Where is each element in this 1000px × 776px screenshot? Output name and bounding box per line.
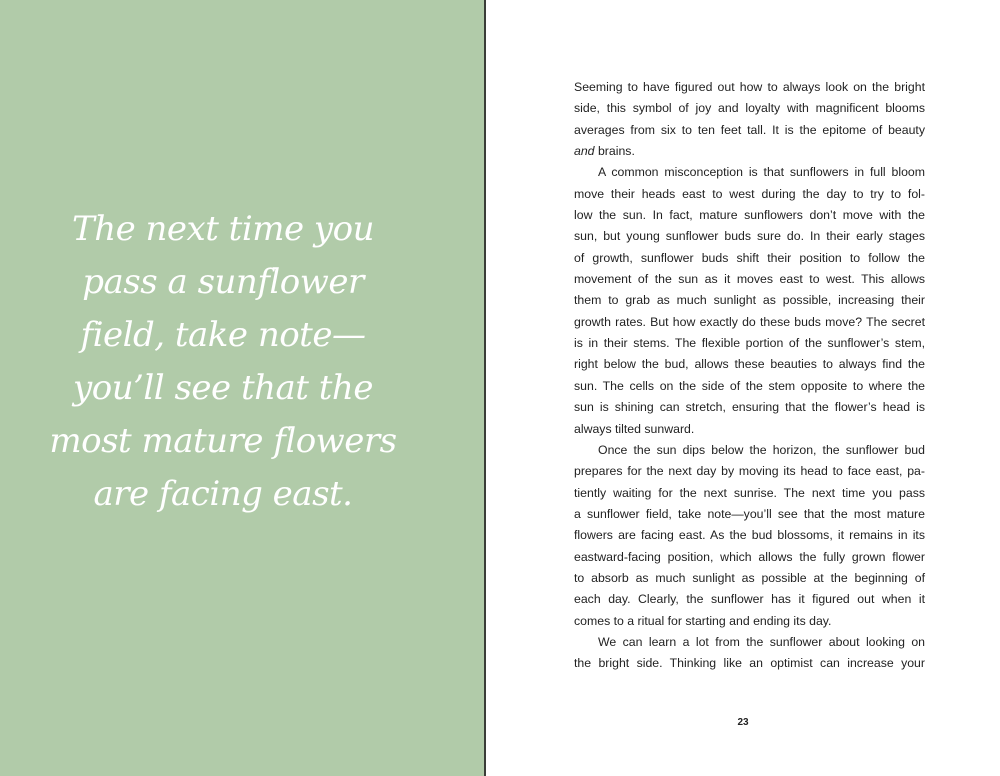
body-line-rest: brains. bbox=[594, 144, 635, 159]
body-line: right below the bud, allows these beauties to always find the bbox=[574, 357, 925, 372]
body-line: sun. The cells on the side of the stem opposite to where the bbox=[574, 378, 925, 393]
body-line: eastward-facing position, which allows the fully grown flower bbox=[574, 549, 925, 564]
body-line: sun is shining can stretch, ensuring that the flower’s head is bbox=[574, 400, 925, 415]
body-line: always tilted sunward. bbox=[574, 421, 695, 436]
body-line: is in their stems. The flexible portion of the sunflower’s stem, bbox=[574, 336, 925, 351]
body-line: a sunflower field, take note—you’ll see that the most mature bbox=[574, 506, 925, 521]
right-page bbox=[486, 0, 1000, 776]
body-line: We can learn a lot from the sunflower about looking on bbox=[598, 634, 925, 649]
body-line: to absorb as much sunlight as possible at the beginning of bbox=[574, 570, 925, 585]
body-line: them to grab as much sunlight as possible, increasing their bbox=[574, 293, 925, 308]
body-text bbox=[574, 77, 925, 675]
body-line: Once the sun dips below the horizon, the sunflower bud bbox=[598, 442, 925, 457]
page-number: 23 bbox=[737, 717, 749, 728]
pull-quote bbox=[40, 203, 406, 521]
body-line: Seeming to have figured out how to always look on the bright bbox=[574, 80, 925, 94]
pull-quote-line: pass a sunflower bbox=[82, 262, 364, 302]
body-line: movement of the sun as it moves east to west. This allows bbox=[574, 272, 925, 287]
body-line: each day. Clearly, the sunflower has it figured out when it bbox=[574, 592, 925, 607]
emphasis-text: and bbox=[574, 144, 595, 159]
pull-quote-line: most mature flowers bbox=[49, 421, 397, 461]
body-line: A common misconception is that sunflowers in full bloom bbox=[598, 165, 925, 180]
body-line: averages from six to ten feet tall. It is the epitome of beauty bbox=[574, 122, 925, 137]
body-line: comes to a ritual for starting and ending its day. bbox=[574, 613, 832, 628]
body-line: side, this symbol of joy and loyalty with magnificent blooms bbox=[574, 101, 925, 116]
body-line: prepares for the next day by moving its head to face east, pa- bbox=[574, 464, 925, 479]
body-line: tiently waiting for the next sunrise. The next time you pass bbox=[574, 485, 925, 500]
body-line: flowers are facing east. As the bud blossoms, it remains in its bbox=[574, 528, 925, 543]
left-page bbox=[0, 0, 484, 776]
pull-quote-line: you’ll see that the bbox=[73, 368, 373, 408]
pull-quote-line: The next time you bbox=[72, 209, 374, 249]
body-line: the bright side. Thinking like an optimist can increase your bbox=[574, 656, 925, 671]
body-line: low the sun. In fact, mature sunflowers don’t move with the bbox=[574, 208, 925, 223]
pull-quote-line: are facing east. bbox=[93, 474, 353, 514]
body-line: of growth, sunflower buds shift their position to follow the bbox=[574, 250, 925, 265]
pull-quote-line: field, take note— bbox=[80, 315, 366, 355]
body-line: growth rates. But how exactly do these buds move? The secret bbox=[574, 314, 925, 329]
body-line: move their heads east to west during the day to try to fol- bbox=[574, 186, 925, 201]
body-line: sun, but young sunflower buds sure do. In their early stages bbox=[574, 229, 925, 244]
body-line bbox=[574, 141, 925, 162]
